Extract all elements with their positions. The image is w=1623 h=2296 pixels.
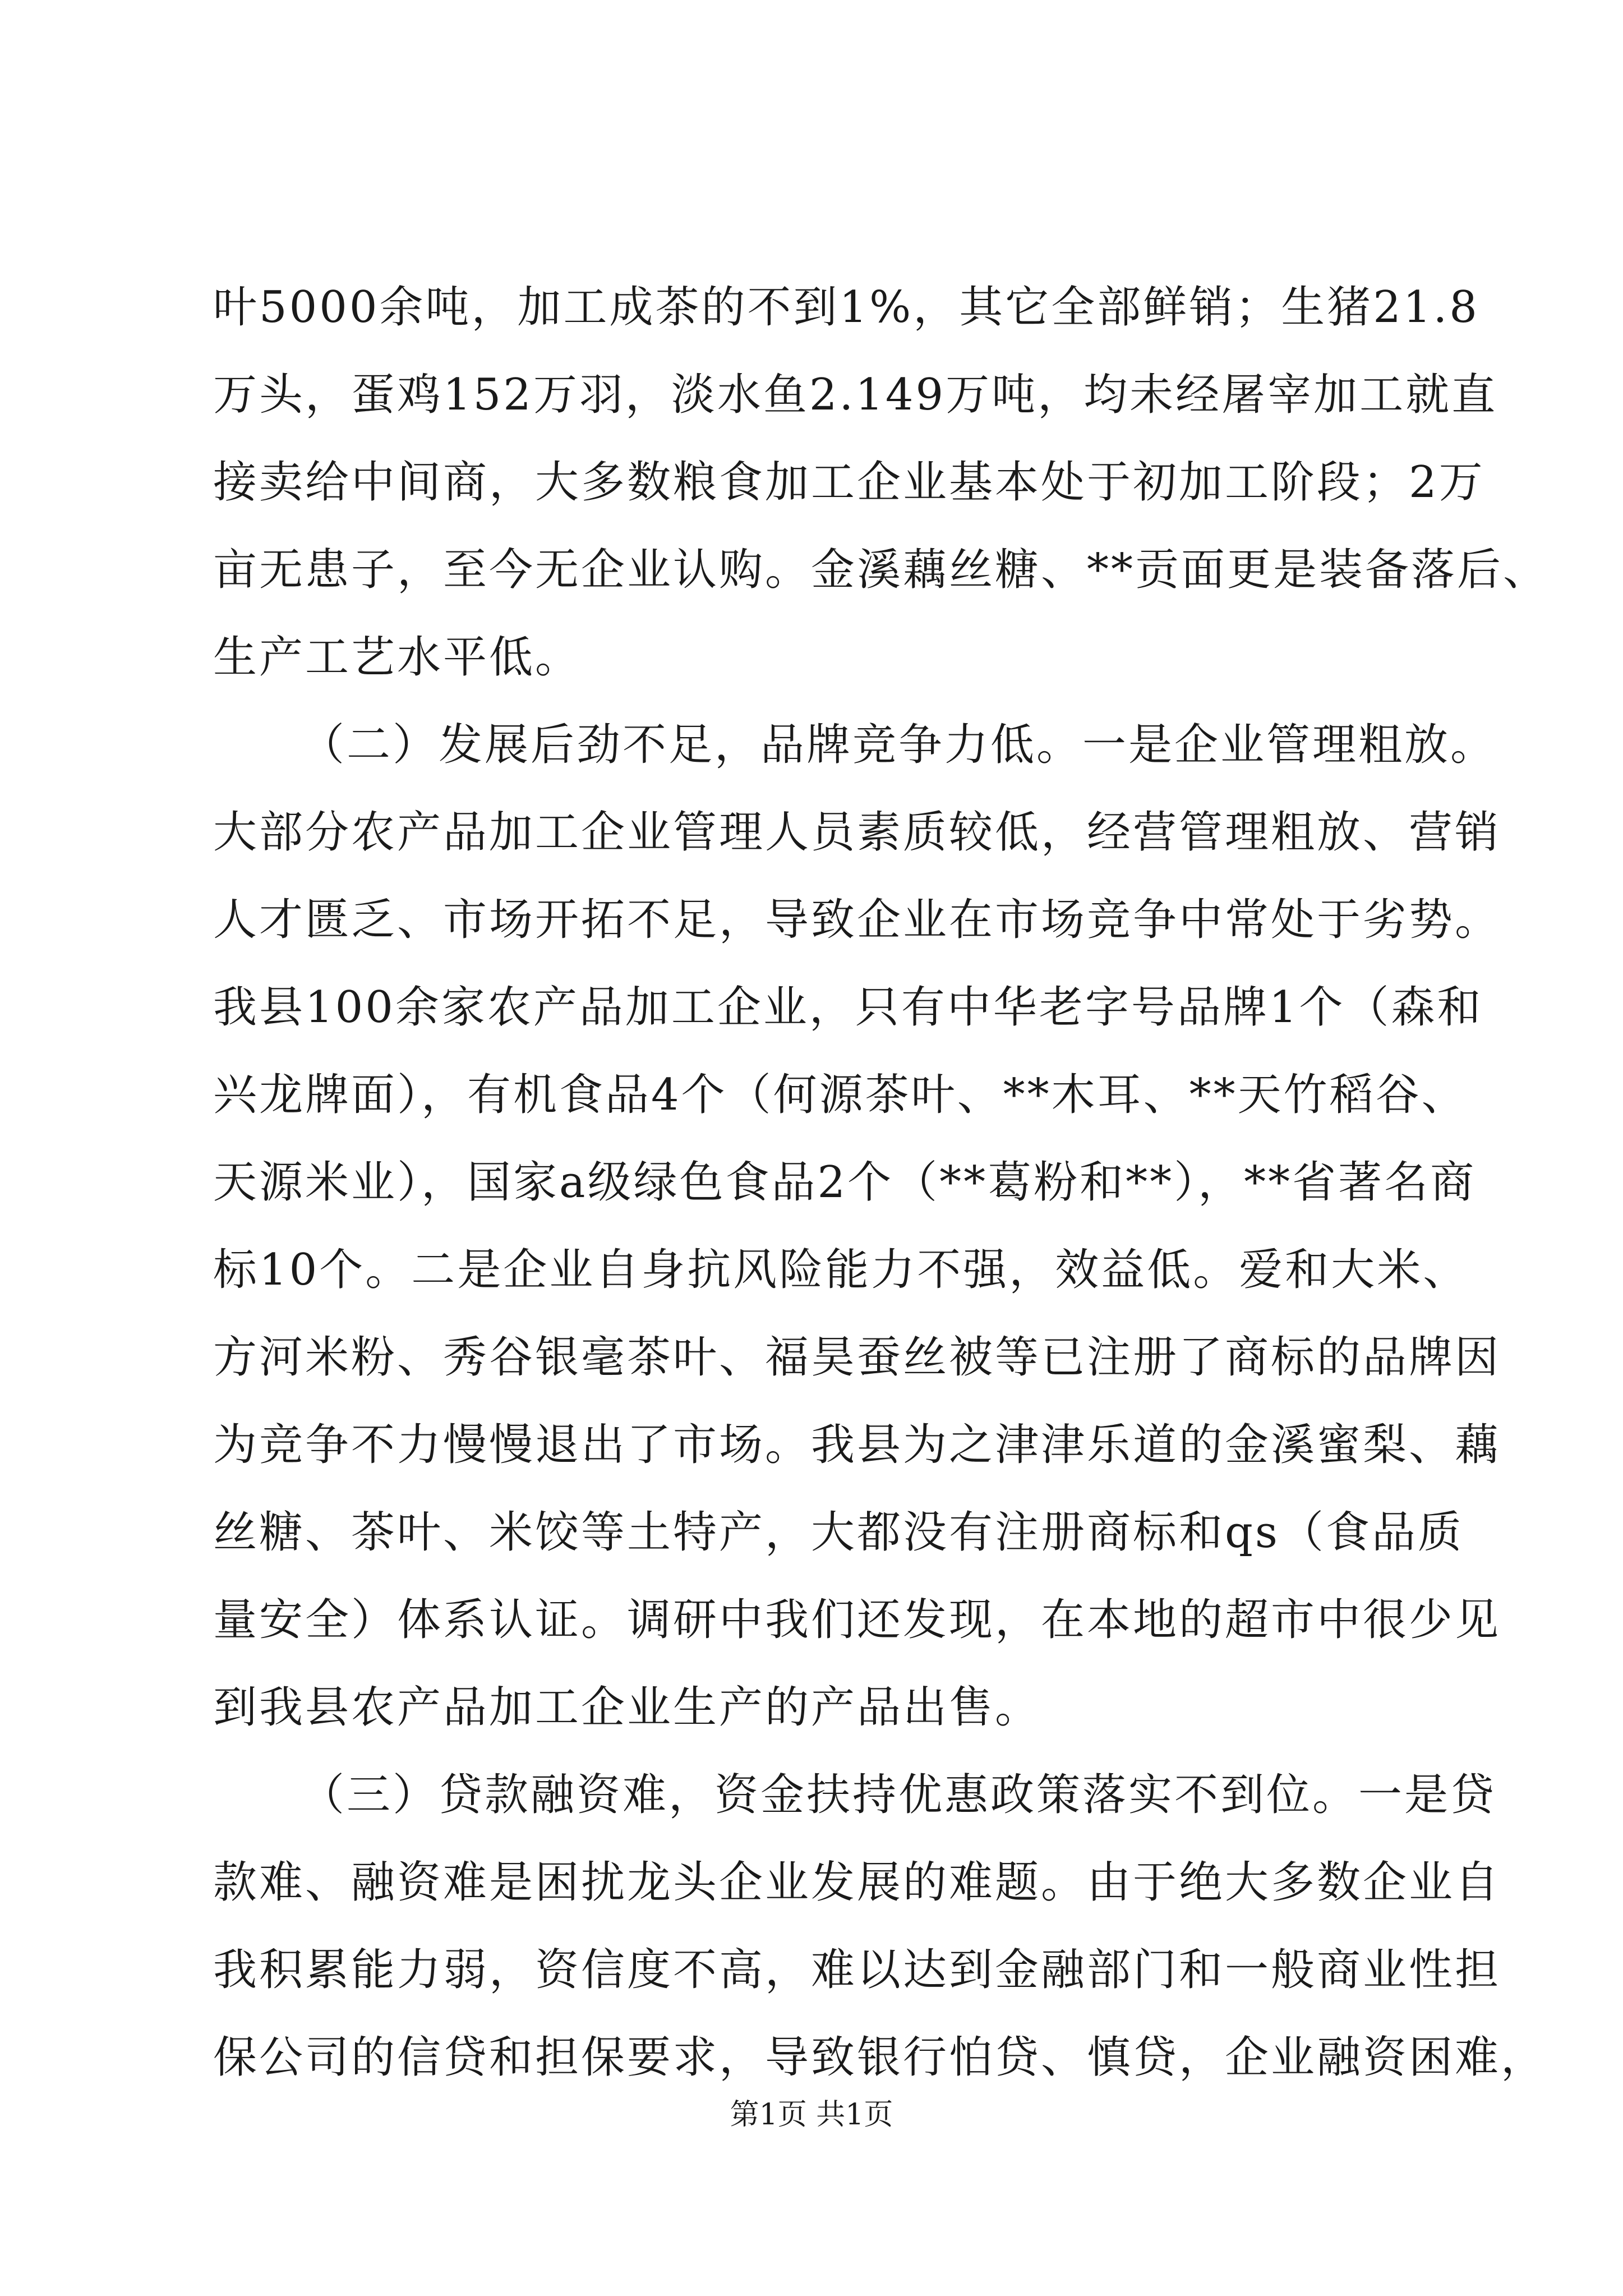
text-line: 款难、融资难是困扰龙头企业发展的难题。由于绝大多数企业自 — [213, 1857, 1501, 1908]
text-line: 人才匮乏、市场开拓不足，导致企业在市场竞争中常处于劣势。 — [213, 895, 1501, 945]
text-line: 万头，蛋鸡152万羽，淡水鱼2.149万吨，均未经屠宰加工就直 — [213, 370, 1498, 420]
paragraph-start-line: （二）发展后劲不足，品牌竞争力低。一是企业管理粗放。 — [301, 720, 1497, 770]
text-line: 量安全）体系认证。调研中我们还发现，在本地的超市中很少见 — [213, 1595, 1501, 1645]
paragraph-start-line: （三）贷款融资难，资金扶持优惠政策落实不到位。一是贷 — [301, 1770, 1497, 1820]
text-line: 叶5000余吨，加工成茶的不到1%，其它全部鲜销；生猪21.8 — [213, 282, 1479, 333]
text-line: 保公司的信贷和担保要求，导致银行怕贷、慎贷，企业融资困难， — [213, 2032, 1547, 2083]
text-line: 接卖给中间商，大多数粮食加工企业基本处于初加工阶段；2万 — [213, 457, 1485, 508]
text-line: 我积累能力弱，资信度不高，难以达到金融部门和一般商业性担 — [213, 1945, 1501, 1995]
text-line: 丝糖、茶叶、米饺等土特产，大都没有注册商标和qs（食品质 — [213, 1507, 1464, 1558]
text-line: 为竞争不力慢慢退出了市场。我县为之津津乐道的金溪蜜梨、藕 — [213, 1420, 1501, 1470]
text-line: 标10个。二是企业自身抗风险能力不强，效益低。爱和大米、 — [213, 1245, 1469, 1295]
text-line: 兴龙牌面），有机食品4个（何源茶叶、**木耳、**天竹稻谷、 — [213, 1070, 1468, 1120]
text-line: 我县100余家农产品加工企业，只有中华老字号品牌1个（森和 — [213, 982, 1483, 1033]
body-text — [213, 264, 1550, 2101]
text-line: 方河米粉、秀谷银毫茶叶、福昊蚕丝被等已注册了商标的品牌因 — [213, 1332, 1501, 1383]
text-line: 天源米业），国家a级绿色食品2个（**葛粉和**），**省著名商 — [213, 1157, 1477, 1208]
text-line: 亩无患子，至今无企业认购。金溪藕丝糖、**贡面更是装备落后、 — [213, 545, 1550, 595]
text-line: 大部分农产品加工企业管理人员素质较低，经营管理粗放、营销 — [213, 807, 1501, 858]
page-number-footer: 第1页 共1页 — [730, 2098, 893, 2132]
text-line: 到我县农产品加工企业生产的产品出售。 — [213, 1682, 1041, 1733]
text-line: 生产工艺水平低。 — [213, 632, 582, 683]
